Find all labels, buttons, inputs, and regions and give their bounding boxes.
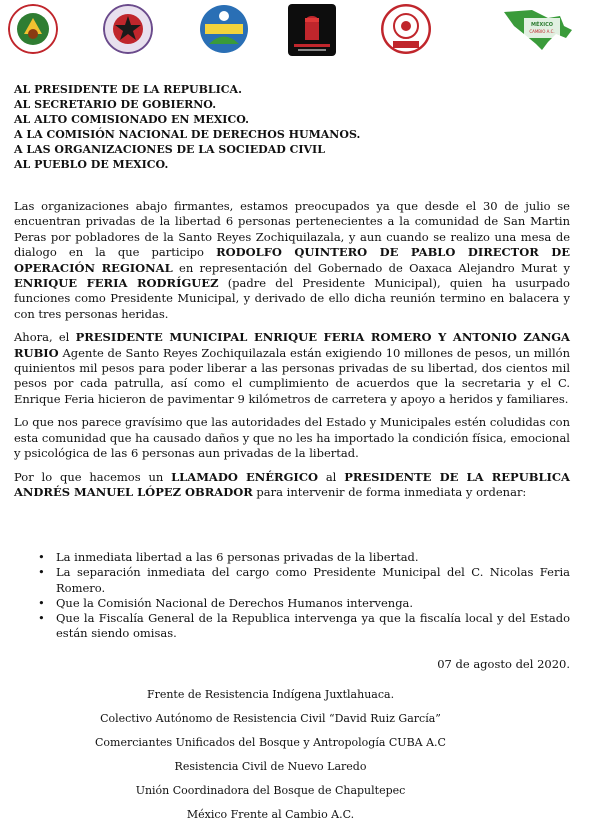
signatory: Frente de Resistencia Indígena Juxtlahuaca.: [146, 688, 395, 701]
list-item: • La separación inmediata del cargo como Presidente Municipal del C. Nicolas Feria Romero.: [38, 565, 570, 596]
list-item: • La inmediata libertad a las 6 personas privadas de la libertad.: [38, 550, 570, 565]
paragraph-text: al: [317, 469, 345, 484]
addressee-line: AL PUEBLO DE MEXICO.: [14, 158, 169, 171]
paragraph-text: en representación del Gobernado de Oaxaca Alejandro Murat y: [172, 260, 570, 275]
signatory: Colectivo Autónomo de Resistencia Civil “David Ruiz García”: [100, 712, 441, 725]
logos-row: [0, 0, 601, 62]
addressee-line: AL SECRETARIO DE GOBIERNO.: [14, 98, 217, 111]
signatory: Comerciantes Unificados del Bosque y Antropología CUBA A.C: [95, 736, 446, 749]
paragraph-bold: PRESIDENTE DE LA REPUBLICA ANDRÉS MANUEL LÓPEZ OBRADOR: [14, 469, 570, 499]
signatory: Unión Coordinadora del Bosque de Chapultepec: [135, 784, 406, 797]
paragraph-text: Ahora, el: [14, 330, 76, 345]
addressee-line: A LA COMISIÓN NACIONAL DE DERECHOS HUMANOS.: [14, 128, 361, 141]
list-item: • Que la Fiscalía General de la Republica intervenga ya que la fiscalía local y del Estado están siendo omisas.: [38, 611, 570, 642]
paragraph-1: [14, 199, 570, 322]
logo-resistencia-civil-fist-icon: [288, 4, 336, 56]
signatory: Resistencia Civil de Nuevo Laredo: [174, 760, 367, 773]
signatory: México Frente al Cambio A.C.: [186, 808, 355, 821]
svg-text:CAMBIO A.C.: CAMBIO A.C.: [529, 29, 555, 34]
paragraph-bold: LLAMADO ENÉRGICO: [171, 469, 318, 484]
demands-list: [38, 550, 570, 642]
addressee-line: AL ALTO COMISIONADO EN MEXICO.: [14, 113, 249, 126]
paragraph-text: Agente de Santo Reyes Zochiquilazala están exigiendo 10 millones de pesos, un millón quinientos mil pesos para poder liberar a las personas privadas de su libertad, dos cientos mil pesos por cada patrulla, así como el cumplimiento de acuerdos que la secretaria y el C. Enrique Feria hicieron de pavimentar 9 kilómetros de carretera y apoyo a heridos y familiares.: [14, 345, 570, 406]
signatories: [0, 683, 601, 827]
paragraph-4: [14, 470, 570, 501]
paragraph-3: Lo que nos parece gravísimo que las autoridades del Estado y Municipales estén coludidas con esta comunidad que ha causado daños y que no les ha importado la condición física, emocional y psicológica de las 6 personas aun privadas de la libertad.: [14, 415, 570, 461]
paragraph-2: [14, 330, 570, 407]
paragraph-text: Por lo que hacemos un: [14, 469, 172, 484]
logo-union-coordinadora-icon: [199, 4, 249, 54]
paragraph-text: Las organizaciones abajo firmantes, estamos preocupados ya que desde el 30 de julio se encuentran privadas de la libertad 6 personas pertenecientes a la comunidad de San Martin Peras por pobladores de la Santo Reyes Zochiquilazala, y aun cuando se realizo una mesa de dialogo en la que participo: [14, 199, 570, 260]
letter-date: 07 de agosto del 2020.: [437, 657, 570, 671]
logo-colectivo-david-ruiz-icon: [103, 4, 153, 54]
paragraph-text: (padre del Presidente Municipal), quien ha usurpado funciones como Presidente Municipal, y derivado de ello dicha reunión termino en balacera y con tres personas heridas.: [14, 276, 570, 321]
logo-cuba-ac-icon: [381, 4, 431, 54]
letter-body: [14, 199, 570, 508]
paragraph-bold: ENRIQUE FERIA RODRÍGUEZ: [14, 276, 219, 291]
addressees: [14, 82, 494, 172]
list-item: • Que la Comisión Nacional de Derechos Humanos intervenga.: [38, 596, 570, 611]
svg-text:MÉXICO: MÉXICO: [530, 22, 554, 28]
paragraph-bold: RODOLFO QUINTERO DE PABLO DIRECTOR DE OPERACIÓN REGIONAL: [14, 245, 570, 275]
paragraph-text: para intervenir de forma inmediata y ordenar:: [252, 484, 527, 499]
logo-mexico-frente-al-cambio-icon: [502, 4, 578, 56]
paragraph-bold: PRESIDENTE MUNICIPAL ENRIQUE FERIA ROMERO Y ANTONIO ZANGA RUBIO: [14, 330, 570, 360]
addressee-line: A LAS ORGANIZACIONES DE LA SOCIEDAD CIVIL: [14, 143, 325, 156]
logo-frente-resistencia-indigena-icon: [8, 4, 58, 54]
addressee-line: AL PRESIDENTE DE LA REPUBLICA.: [14, 83, 242, 96]
